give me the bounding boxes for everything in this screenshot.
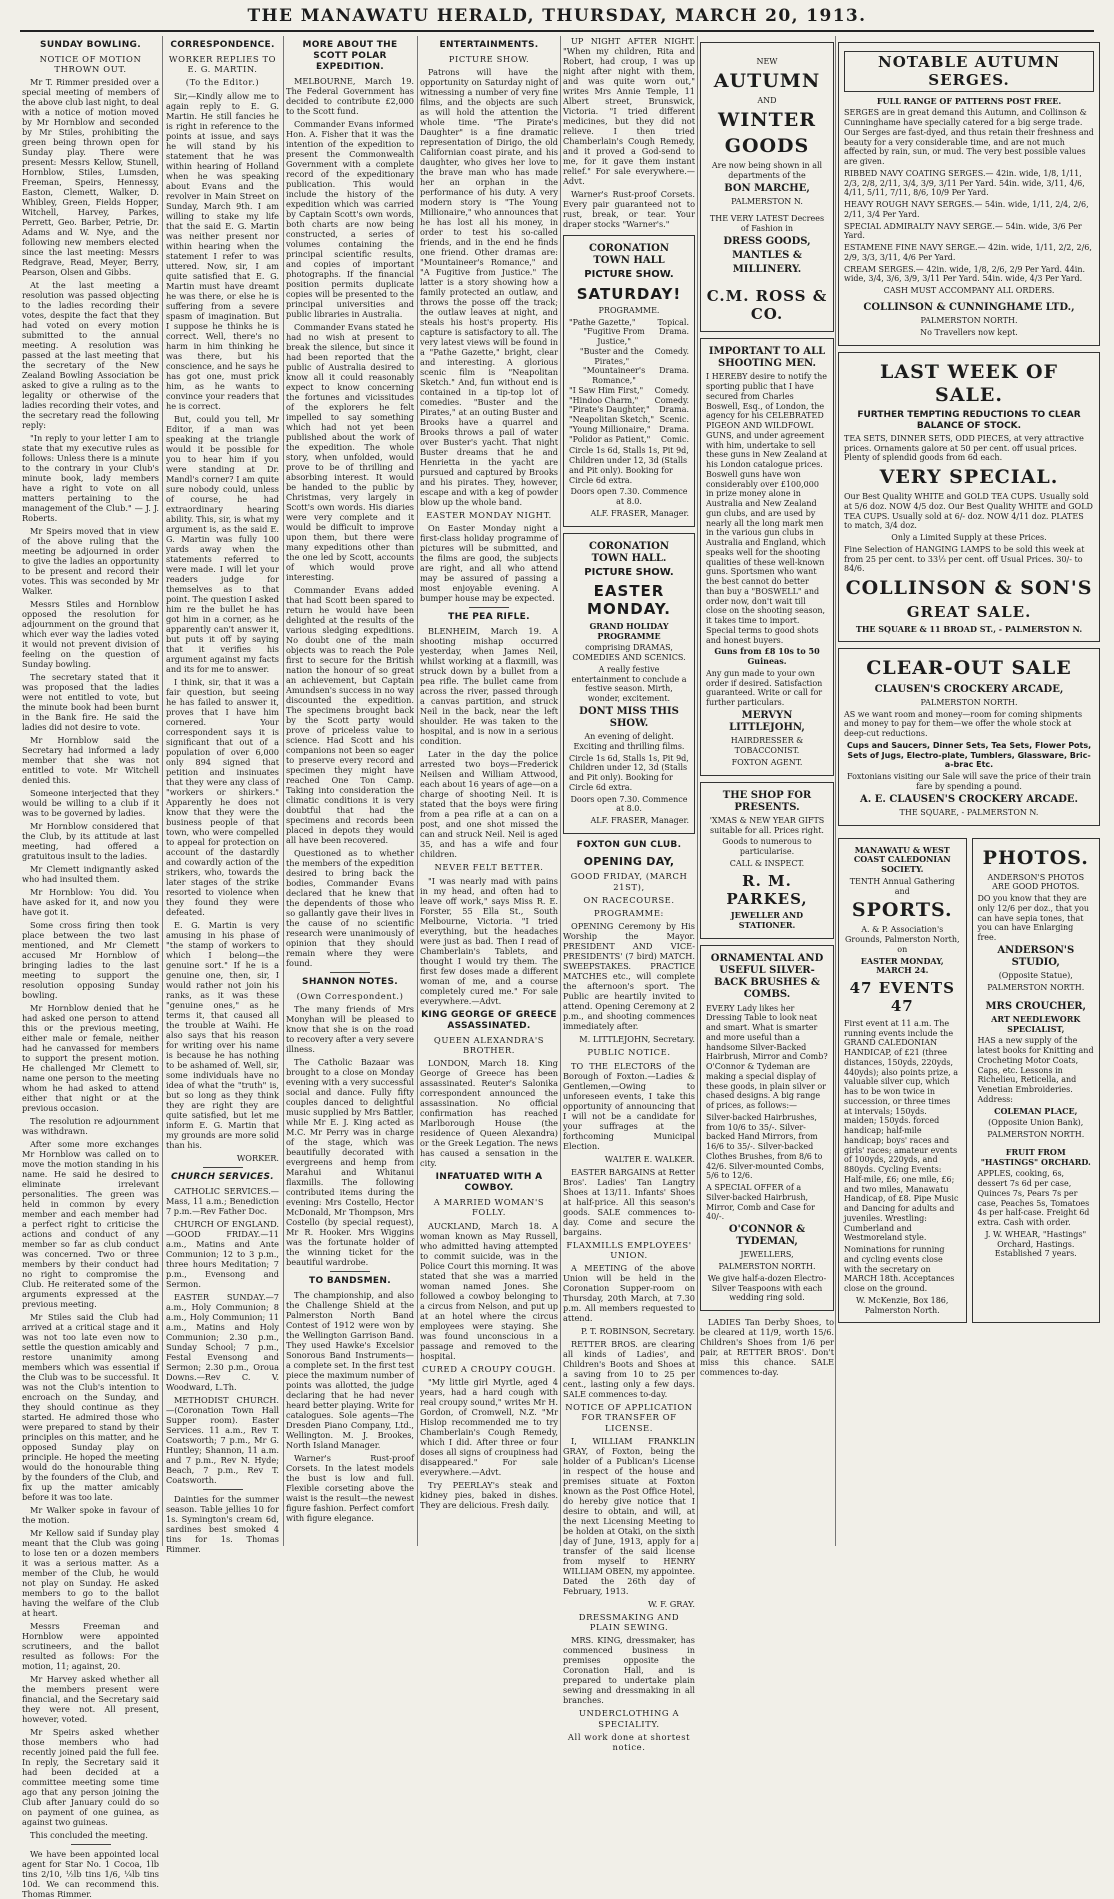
ad-price-list: SPECIAL ADMIRALTY NAVY SERGE.— 54in. wide, 3/6 Per Yard.	[844, 221, 1082, 241]
paragraph: EASTER BARGAINS at Retter Bros'. Ladies' Tan Langtry Shoes at 13/11. Infants' Shoes at half-price. All this season's goods. SALE commences to-day. Come and secure the bargains.	[563, 1166, 695, 1237]
paragraph: Commander Evans stated he had no wish at present to break the silence, but since it had been reported that the public of Australia desired to know all it could reasonably expect to know concerning the fortunes and vicissitudes of the explorers he felt impelled to say something which had not yet been published about the work of the expedition. The whole story, when unfolded, would prove to be of thrilling and absorbing interest. It would be handed to the public by Christmas, very largely in Scott's own words. His diaries were very complete and it would be difficult to improve upon them, but there were many expeditions other than the one led by Scott, accounts of which would prove interesting.	[286, 321, 414, 582]
programme-item	[569, 327, 689, 347]
paragraph: I, WILLIAM FRANKLIN GRAY, of Foxton, being the holder of a Publican's License in respect of the house and premises situate at Foxton known as the Post Office Hotel, do hereby give notice that I desire to obtain, and will, at the next Licensing Meeting to be holden at Otaki, on the sixth day of June, 1913, apply for a transfer of the said license from myself to HENRY WILLIAM OBEN, my appointee. Dated the 26th day of February, 1913.	[563, 1435, 695, 1596]
article-subheading: PICTURE SHOW.	[448, 53, 530, 64]
paragraph: Someone interjected that they would be willing to a club if it was to be governed by ladies.	[22, 788, 159, 819]
ad-advertiser: COLLINSON & CUNNINGHAME LTD.,	[863, 301, 1075, 313]
paragraph: The secretary stated that it was proposed that the ladies were not entitled to vote, but the minute book had been burnt in the Bank fire. He said the ladies did not desire to vote.	[22, 672, 159, 733]
ad-text: A really festive entertainment to conclude a festive season. Mirth, wonder, excitement.	[571, 664, 687, 704]
programme-title: "Hindoo Charm,"	[569, 395, 639, 405]
programme-kind: Drama.	[659, 327, 689, 337]
ad-text: J. W. WHEAR, "Hastings" Orchard, Hastings. Established 7 years.	[985, 1229, 1087, 1259]
paragraph: LADIES Tan Derby Shoes, to be cleared at 11/9, worth 15/6. Children's Shoes from 1/6 per pair, at RETTER BROS'. Don't miss this chance. SALE commences to-day.	[700, 1317, 834, 1378]
ad-text: Cups and Saucers, Dinner Sets, Tea Sets, Flower Pots, Sets of Jugs, Electro-plate, Tumblers, Glassware, Bric-a-brac Etc.	[846, 740, 1092, 770]
article-subheading: EASTER MONDAY NIGHT.	[426, 510, 552, 521]
paragraph: LONDON, March 18. King George of Greece has been assassinated. Reuter's Salonika correspondent announced the assassination. No official confirmation has reached Marlborough House (the residence of Queen Alexandra) or the Greek Legation. The news has caused a sensation in the city.	[420, 1058, 558, 1169]
programme-item	[569, 415, 689, 425]
paragraph: Mr Kellow said if Sunday play meant that the Club was going to lose ten or a dozen members it was a serious matter. As a member of the Club, he would not play on Sunday. He asked members to go to the ballot having the welfare of the Club at heart.	[22, 1528, 159, 1619]
article-subheading: QUEEN ALEXANDRA'S BROTHER.	[433, 1034, 545, 1055]
paragraph: "In reply to your letter I am to state that my executive rules as follows: Unless there is a minute to the contrary in your Club's minute book, lady members have a right to vote on all matters pertaining to the management of the Club." — J. J. Roberts.	[22, 433, 159, 524]
ad-text: A SPECIAL OFFER of a Silver-backed Hairbrush, Mirror, Comb and Case for 40/-.	[706, 1183, 815, 1222]
programme-kind: Comedy.	[654, 346, 689, 356]
paragraph: This concluded the meeting.	[30, 1830, 148, 1841]
article-subheading: WORKER REPLIES TO E. G. MARTIN.	[168, 53, 277, 75]
ad-advertiser: R. M. PARKES,	[726, 871, 808, 909]
programme-title: "Polidor as Patient,"	[569, 434, 651, 444]
paragraph: Sir,—Kindly allow me to again reply to E. G. Martin. He still fancies he is right in reference to the points at issue, and says he will stand by his statement that he was within hearing of Holland when he was speaking about Evans and the revolver in Main Street on Sunday, March 9th. I am willing to stake my life that the said E. G. Martin was neither present nor within hearing when the statement I refer to was uttered. Now, sir, I am quite satisfied that E. G. Martin must have dreamt he was there, or else he is suffering from a severe spasm of imagination. But I suppose he thinks he is correct. Well, there's no harm in him thinking he was there, but his conscience, and he says he has got one, must prick him, as he wants to convince your readers that he is correct.	[166, 90, 279, 411]
programme-item	[569, 425, 689, 435]
programme-kind: Topical.	[657, 317, 689, 327]
paragraph: RETTER BROS. are clearing all kinds of Ladies', and Children's Boots and Shoes at a saving from 10 to 25 per cent., lasting only a few days. SALE commences to-day.	[563, 1339, 695, 1400]
ad-text: HAS a new supply of the latest books for Knitting and Crocheting Motor Coats, Caps, etc. Lessons in Richelieu, Reticella, and Venetian Embroideries. Address:	[977, 1036, 1094, 1104]
paragraph: The many friends of Mrs Monyhan will be pleased to know that she is on the road to recovery after a very severe illness.	[286, 1004, 414, 1055]
ad-headline: VERY SPECIAL.	[879, 466, 1059, 489]
ad-headline: NOTABLE AUTUMN SERGES.	[844, 51, 1094, 92]
ad-notable-serges	[838, 42, 1100, 346]
programme-list	[569, 318, 689, 445]
paragraph: We have been appointed local agent for Star No. 1 Cocoa, 1lb tins 2/10, ½lb tins 1/6, ¼lb tins 10d. We can recommend this. Thomas Rimmer.	[22, 1849, 159, 1899]
ad-silver-brushes	[700, 945, 834, 1311]
paragraph: "I was nearly mad with pains in my head, and often had to leave off work," says Miss R. E. Forster, 55 Ella St., South Melbourne, Victoria. "I tried everything, but the headaches were just as bad. Then I read of Chamberlain's Tablets, and thought I would try them. The first few doses made a different woman of me, and a course completely cured me." For sale everywhere.—Advt.	[420, 875, 558, 1006]
ad-text: EVERY Lady likes her Dressing Table to look neat and smart. What is smarter and more useful than a handsome Silver-Backed Hairbrush, Mirror and Comb? O'Connor & Tydeman are making a special display of these goods, in plain silver or chased designs. A big range of prices, as follows:—	[706, 1003, 828, 1111]
ad-text: BON MARCHE,	[724, 182, 810, 194]
article-heading: THE PEA RIFLE.	[448, 612, 530, 623]
ad-text: SERGES are in great demand this Autumn, and Collinson & Cunninghame have specially catered for a big serge trade. Our Serges are fast-dyed, and thus retain their freshness and beauty for a very considerable time, and are not much affected by rain, sun, or mud. The very best possible values are given.	[844, 108, 1094, 167]
programme-item	[569, 386, 689, 396]
column-rule	[283, 36, 284, 1546]
programme-kind: Drama.	[659, 366, 689, 376]
ad-prices: Circle 1s 6d, Stalls 1s, Pit 9d, Children under 12, 3d (Stalls and Pit only). Booking for Circle 6d extra.	[569, 446, 689, 485]
paragraph: Some cross firing then took place between the two last mentioned, and Mr Clemett accused Mr Hornblow of bringing ladies to the last meeting to support the resolution opposing Sunday bowling.	[22, 920, 159, 1001]
ad-text: PALMERSTON NORTH.	[718, 1262, 816, 1272]
ad-advertiser: MERVYN LITTLEJOHN,	[729, 709, 805, 734]
ad-text: Are now being shown in all departments of the	[711, 161, 823, 180]
paragraph: METHODIST CHURCH.—(Coronation Town Hall Supper room). Easter Services. 11 a.m., Rev T. Coatsworth; 7 p.m., Mr G. Huntley; Shannon, 11 a.m. and 7 p.m., Rev N. Hyde; Beach, 7 p.m., Rev T. Coatsworth.	[166, 1394, 279, 1485]
programme-title: "Fugitive From Justice,"	[583, 327, 645, 347]
paragraph: E. G. Martin is very amusing in his phase of "the stamp of workers to which I belong—the genuine sort." If he is a genuine one, then, sir, I would rather not join his ranks, as it was these "genuine ones," as he terms it, that caused all the trouble at Waihi. He also says that his reason for writing over his name is because he has nothing to be ashamed of. Well, sir, some individuals have no idea of what the "truth" is, but so long as they think they are right they are quite satisfied, but let me inform E. G. Martin that my grounds are more solid than his.	[166, 919, 279, 1150]
column-3	[286, 36, 414, 1546]
programme-item	[569, 318, 689, 328]
notice-place: ON RACECOURSE.	[583, 894, 675, 905]
programme-title: "I Saw Him First,"	[569, 385, 644, 395]
paragraph: Commander Evans informed Hon. A. Fisher that it was the intention of the expedition to present the Commonwealth Government with a complete record of the expeditionary publication. This would include the history of the expedition which was carried by Captain Scott's own words, both charts are now being constructed, a series of volumes containing the principal scientific results, and copies of important photographs. If the financial position permits duplicate copies will be presented to the principal universities and public libraries in Australia.	[286, 118, 414, 319]
programme-item	[569, 405, 689, 415]
signature: WORKER.	[236, 1152, 279, 1163]
ad-heading: PICTURE SHOW.	[584, 269, 674, 281]
programme-kind: Drama.	[659, 405, 689, 415]
paragraph: MRS. KING, dressmaker, has commenced business in premises opposite the Coronation Hall, and is prepared to undertake plain sewing and dressmaking in all branches.	[563, 1635, 695, 1706]
programme-title: "Buster and the Pirates,"	[579, 346, 644, 366]
paragraph: Mr Hornblow said the Secretary had informed a lady member that she was not entitled to vote. Mr Witchell denied this.	[22, 735, 159, 786]
ad-text: PALMERSTON N.	[731, 196, 803, 206]
column-2	[166, 36, 279, 1554]
ad-text: TENTH Annual Gathering and	[849, 876, 955, 896]
article-heading: CORRESPONDENCE.	[170, 40, 275, 50]
ad-price-list: HEAVY ROUGH NAVY SERGES.— 54in. wide, 1/11, 2/4, 2/6, 2/11, 3/4 Per Yard.	[844, 200, 1089, 219]
article-heading: INFATUATED WITH A COWBOY.	[435, 1172, 543, 1194]
ad-advertiser: ANDERSON'S STUDIO,	[997, 944, 1075, 969]
ad-programme-label: PROGRAMME.	[598, 305, 660, 315]
ad-text: 'XMAS & NEW YEAR GIFTS suitable for all. Prices right.	[709, 815, 825, 835]
ad-headline: COLLINSON & SON'S	[845, 577, 1093, 600]
paragraph: At the last meeting a resolution was passed objecting to the ladies recording their votes, despite the fact that they had voted on every motion submitted to the annual meeting. A resolution was passed at the last meeting that the secretary of the New Zealand Bowling Association be asked to give a ruling as to the legality or otherwise of the ladies recording their votes, and the secretary read the following reply:	[22, 280, 159, 431]
ad-text: COLEMAN PLACE,	[994, 1105, 1078, 1116]
ad-text: AS we want room and money—room for coming shipments and money to pay for them—we offer the whole stock at deep-cut reductions.	[844, 709, 1083, 739]
ad-day: EASTER MONDAY.	[587, 582, 671, 619]
column-rule	[417, 36, 418, 1546]
ad-text: (Opposite Statue),	[998, 971, 1073, 981]
ad-signature: ALF. FRASER, Manager.	[590, 508, 689, 518]
paragraph: MELBOURNE, March 19. The Federal Government has decided to contribute £2,000 to the Scott fund.	[286, 75, 414, 116]
ad-text: EASTER MONDAY, MARCH 24.	[860, 955, 944, 976]
paragraph: The Catholic Bazaar was brought to a close on Monday evening with a very successful social and dance. Fully fifty couples danced to delightful music supplied by Mrs Battler, while Mr E. J. King acted as M.C. Mr Perry was in charge of the stage, which was beautifully decorated with evergreens and hemp from Marahui and Whitanui flaxmills. The following contributed items during the evening: Mrs Costello, Hector McDonald, Mr Thompson, Mrs Costello (by special request), Mr R. Hooker. Mrs Wiggins was the fortunate holder of the winning ticket for the beautiful wardrobe.	[286, 1057, 414, 1268]
paragraph: Mr Speirs asked whether those members who had recently joined paid the full fee. In reply, the Secretary said it had been decided at a committee meeting some time ago that any person joining the Club after January could do so on payment of one guinea, as against two guineas.	[22, 1727, 159, 1828]
paragraph: Questioned as to whether the members of the expedition desired to bring back the bodies, Commander Evans declared that he knew that the dependents of those who so gallantly gave their lives in the cause of no scientific research were unanimously of opinion that they should remain where they were found.	[286, 847, 414, 968]
ad-headline: WINTER	[717, 108, 816, 131]
ad-heading: IMPORTANT TO ALL SHOOTING MEN.	[708, 346, 826, 370]
column-rule	[162, 36, 163, 1546]
paragraph: Mr Hornblow considered that the Club, by its attitude at last meeting, had offered a gratuitous insult to the ladies.	[22, 821, 159, 862]
article-heading: CHURCH SERVICES.	[171, 1171, 274, 1182]
ad-headline: CLEAR-OUT SALE	[866, 657, 1072, 680]
notice-heading: PUBLIC NOTICE.	[587, 1047, 671, 1058]
ad-text: I HEREBY desire to notify the sporting public that I have secured from Charles Boswell, Esq., of London, the agency for his CELEBRATED PIGEON AND WILDFOWL GUNS, and under agreement with him, undertake to sell these guns in New Zealand at his London catalogue prices. Boswell guns have won considerably over £100,000 in prize money alone in Australia and New Zealand gun clubs, and are used by nearly all the long mark men in the various gun clubs in Australia and England, which speaks well for the shooting qualities of these well-known guns. Sportsmen who want the best cannot do better than buy a "BOSWELL" and order now, don't wait till close on the shooting season, it takes time to import. Special terms to good shots and honest buyers.	[706, 372, 828, 645]
signature: W. F. GRAY.	[647, 1598, 695, 1609]
ad-price-list: RIBBED NAVY COATING SERGES.— 42in. wide, 1/8, 1/11, 2/3, 2/8, 2/11, 3/4, 3/9, 3/11 Per Yard. 54in. wide, 3/11, 4/6, 4/11, 5/11, 7/11, 8/6, 10/9 Per Yard.	[844, 168, 1085, 198]
programme-title: "Neapolitan Sketch,"	[569, 415, 655, 425]
ad-text: THE VERY LATEST Decrees of Fashion in	[709, 214, 825, 234]
programme-kind: Comedy.	[654, 385, 689, 395]
article-subheading: NOTICE OF MOTION THROWN OUT.	[39, 53, 142, 75]
ad-text: THE SQUARE & 11 BROAD ST., - PALMERSTON N.	[855, 623, 1083, 634]
ad-headline: GOODS	[724, 134, 810, 157]
ad-text: PALMERSTON NORTH.	[987, 983, 1085, 993]
ad-advertiser: O'CONNOR & TYDEMAN,	[728, 1224, 806, 1248]
ad-text: No Travellers now kept.	[920, 327, 1018, 337]
ad-text: An evening of delight. Exciting and thrilling films.	[573, 732, 685, 751]
signature: P. T. ROBINSON, Secretary.	[581, 1326, 695, 1337]
paragraph: A MEETING of the above Union will be held in the Coronation Supper-room on Thursday, 20th March, at 7.30 p.m. All members requested to attend.	[563, 1263, 695, 1324]
programme-item	[569, 366, 689, 386]
column-1	[22, 36, 159, 1899]
ad-title: CORONATION TOWN HALL.	[588, 540, 669, 564]
divider	[71, 1844, 111, 1845]
column-7	[838, 36, 1100, 1546]
notice-heading: FLAXMILLS EMPLOYEES' UNION.	[566, 1239, 692, 1260]
ad-text: DRESS GOODS,	[723, 235, 811, 247]
paragraph: I think, sir, that it was a fair question, but seeing he has failed to answer it, proves that I have him cornered. Your correspondent says it is significant that out of a population of over 6,000 only 894 signed that petition and insinuates that they were any class of "workers or shirkers." Apparently he does not know that they were the business people of that town, who were compelled to appeal for protection on account of the dastardly and cowardly action of the strikers, who, towards the later stages of the strike resorted to violence when they found they were defeated.	[166, 676, 279, 917]
ad-text: NEW	[756, 57, 778, 66]
paragraph: Dainties for the summer season. Table jellies 10 for 1s. Symington's cream 6d, sardines best smoked 4 tins for 1s. Thomas Rimmer.	[166, 1493, 279, 1554]
article-heading: KING GEORGE OF GREECE ASSASSINATED.	[421, 1009, 557, 1031]
ad-text: TEA SETS, DINNER SETS, ODD PIECES, at very attractive prices. Ornaments galore at 50 per cent. off usual prices. Plenty of splendid goods from 6d each.	[844, 433, 1084, 463]
paragraph: Later in the day the police arrested two boys—Frederick Neilsen and William Attwood, each about 16 years of age—on a charge of shooting Neil. It is stated that the boys were firing from a pea rifle at a can on a post, and one shot missed the can and struck Neil. Neil is aged 35, and has a wife and four children.	[420, 749, 558, 860]
paragraph: Commander Evans added that had Scott been spared to return he would have been delighted at the results of the various sledging expeditions. No doubt one of the main objects was to reach the Pole first to secure for the British nation the honour of so great an achievement, but Captain Amundsen's success in no way discounted the expedition. The specimens brought back by the Scott party would prove of priceless value to science. Had Scott and his companions not been so eager to preserve every record and specimen they might have reached One Ton Camp. Taking into consideration the climatic conditions it is very doubtful that had the specimens and records been placed in depots they would all have been recovered.	[286, 584, 414, 845]
ad-text: Nominations for running and cycling events close with the secretary on MARCH 18th. Acceptances close on the ground.	[844, 1245, 955, 1294]
paragraph: TO THE ELECTORS of the Borough of Foxton.—Ladies & Gentlemen,—Owing to unforeseen events, I take this opportunity of announcing that I will not be a candidate for your suffrages at the forthcoming Municipal Election.	[563, 1060, 695, 1151]
paragraph: The championship, and also the Challenge Shield at the Palmerston North Band Contest of 1912 were won by the Wellington Garrison Band. They used Hawke's Excelsior Sonorous Band Instruments—a complete set. In the first test piece the maximum number of points was allotted, the judge declaring that he had never heard better playing. Write for catalogues. Sole agents—The Dresden Piano Company, Ltd., Wellington. M. J. Brookes, North Island Manager.	[286, 1290, 414, 1451]
notice-text: All work done at shortest notice.	[567, 1731, 691, 1753]
signature: WALTER E. WALKER.	[604, 1153, 695, 1164]
paragraph: "My little girl Myrtle, aged 4 years, had a hard cough with real croupy sound," writes Mr H. Gordon, of Cromwell, N.Z. "Mr Hislop recommended me to try Chamberlain's Cough Remedy, which I did. After three or four doses all signs of croupiness had disappeared." For sale everywhere.—Advt.	[420, 1376, 558, 1477]
ad-picture-show-easter	[563, 533, 695, 834]
ad-text: CLAUSEN'S CROCKERY ARCADE,	[874, 683, 1064, 695]
paragraph: EASTER SUNDAY.—7 a.m., Holy Communion; 8 a.m., Holy Communion; 11 a.m., Matins and Holy Communion; 2.30 p.m., Sunday School; 7 p.m., Festal Evensong and Sermon; 2.30 p.m., Oroua Downs.—Rev C. V. Woodward, L.Th.	[166, 1291, 279, 1392]
ad-text: PALMERSTON NORTH.	[920, 697, 1018, 707]
ad-advertiser: A. E. CLAUSEN'S CROCKERY ARCADE.	[860, 793, 1078, 805]
ad-text: PALMERSTON NORTH.	[987, 1130, 1085, 1140]
paragraph: BLENHEIM, March 19. A shooting mishap occurred yesterday, when James Neil, whilst working at a flaxmill, was struck down by a bullet from a pea rifle. The bullet came from across the river, passed through a canvas partition, and struck Neil in the back, near the left shoulder. He was taken to the hospital, and is now in a serious condition.	[420, 626, 558, 747]
paragraph: On Easter Monday night a first-class holiday programme of pictures will be submitted, and the films are good, the subjects are right, and all who attend may be assured of passing a most enjoyable evening. A bumper house may be expected.	[420, 523, 558, 604]
ad-text: DONT MISS THIS SHOW.	[579, 705, 679, 729]
ad-doors: Doors open 7.30. Commence at 8.0.	[570, 794, 688, 814]
ad-headline: SPORTS.	[851, 899, 953, 922]
ad-text: JEWELLERS,	[740, 1250, 794, 1260]
programme-kind: Comic.	[660, 434, 689, 444]
ad-text: MANAWATU & WEST COAST CALEDONIAN SOCIETY.	[853, 844, 951, 874]
masthead-rule	[20, 30, 1094, 32]
ad-text: AND	[757, 95, 777, 105]
notice-heading: OPENING DAY,	[583, 854, 675, 868]
programme-item	[569, 396, 689, 406]
paragraph: Patrons will have the opportunity on Saturday night of witnessing a number of very fine films, and the objects are such as will hold the attention the whole time. "The Pirate's Daughter" is a fine dramatic representation of Dirigo, the old Californian coast pirate, and his daughter, who gives her love to the brave man who has made her an orphan in the performance of his duty. A very modern story is "The Young Millionaire," who announces that he has lost all his money, in order to test his so-called friends, and in the end he finds one friend. Other dramas are: "Mountaineer's Romance," and "A Fugitive from Justice." The latter is a story showing how a family protected an outlaw, and throws the posse off the track; the outlaw leaves at night, and steals his host's property. His capture is satisfactory to all. The very latest views will be found in a "Pathe Gazette," bright, clear and interesting. A glorious scenic film is "Neapolitan Sketch." And, fun without end is contained in a tip-top lot of comedies. "Buster and the Pirates," at an outing Buster and Brooks have a quarrel and Brooks throws a pail of water over Buster's yacht. That night Buster dreams that he and Henrietta in the yacht are pursued and captured by Brooks and his pirates. They, however, escape and with a keg of powder blow up the whole band.	[420, 67, 558, 508]
ad-text: HAIRDRESSER & TOBACCONIST.	[730, 736, 804, 756]
paragraph: Warner's Rust-proof Corsets. In the latest models the bust is low and full. Flexible corseting above the waist is the result—the newest figure fashion. Perfect comfort with figure elegance.	[286, 1453, 414, 1524]
ad-advertiser: C.M. ROSS & CO.	[706, 286, 828, 323]
ad-price-list: CREAM SERGES.— 42in. wide, 1/8, 2/6, 2/9 Per Yard. 44in. wide, 3/4, 3/6, 3/9, 3/11 Per Yard. 54in. wide, 4/3 Per Yard.	[844, 264, 1086, 284]
ad-text: MILLINERY.	[732, 264, 802, 276]
ad-text: MANTLES &	[732, 250, 802, 262]
article-heading: TO BANDSMEN.	[309, 1276, 391, 1287]
programme-kind: Comedy.	[654, 395, 689, 405]
notice-heading: NOTICE OF APPLICATION FOR TRANSFER OF LICENSE.	[565, 1402, 693, 1433]
notice-heading: UNDERCLOTHING A SPECIALITY.	[578, 1708, 680, 1729]
masthead: THE MANAWATU HERALD, THURSDAY, MARCH 20, 1913.	[247, 6, 867, 26]
column-rule	[835, 36, 836, 1546]
programme-title: "Mountaineer's Romance,"	[582, 366, 646, 386]
ad-text: We give half-a-dozen Electro-Silver Teaspoons with each wedding ring sold.	[707, 1273, 827, 1303]
ad-text: ART NEEDLEWORK SPECIALIST,	[991, 1013, 1081, 1034]
programme-kind: Scenic.	[659, 415, 689, 425]
paragraph: Mr Speirs moved that in view of the above ruling that the meeting be adjourned in order to give the ladies an opportunity to be present and record their votes. This was seconded by Mr Walker.	[22, 526, 159, 597]
paragraph: Mr T. Rimmer presided over a special meeting of members of the above club last night, to deal with a notice of motion moved by Mr Hornblow and seconded by Mr Stiles, prohibiting the green being thrown open for Sunday play. There were present: Messrs Kellow, Stunell, Hornblow, Stiles, Lumsden, Freeman, Speirs, Hennessy, Easton, Clemett, Walker, D. Whibley, Green, Fields Hopper, Witchell, Harvey, Parkes, Perrett, Geo. Barber, Petrie, Dr. Adams and W. Nye, and the following new members elected since the last meeting: Messrs Redgrave, Read, Meyer, Berry, Pearson, Olsen and Gibbs.	[22, 77, 159, 278]
ad-price: Guns from £8 10s to 50 Guineas.	[714, 646, 820, 667]
ad-prices: Circle 1s 6d, Stalls 1s, Pit 9d, Children under 12, 3d (Stalls and Pit only). Booking for Circle 6d extra.	[569, 753, 689, 792]
article-subheading: CURED A CROUPY COUGH.	[421, 1363, 557, 1374]
paragraph: Mr Hornblow denied that he had asked one person to attend this or the previous meeting, either male or female, neither had he canvassed for members to support the present motion. He challenged Mr Clemett to name one person to the meeting whom he had asked to attend either that night or at the previous occasion.	[22, 1003, 159, 1114]
ad-text: Foxtonians visiting our Sale will save the price of their train fare by spending a pound.	[846, 772, 1092, 791]
ad-text: GRAND HOLIDAY PROGRAMME	[589, 620, 669, 641]
ad-headline: PHOTOS.	[982, 846, 1089, 869]
paragraph: Messrs Freeman and Hornblow were appointed scrutineers, and the ballot resulted as follows: For the motion, 11; against, 20.	[22, 1621, 159, 1672]
column-rule	[560, 36, 561, 1546]
column-6	[700, 36, 834, 1546]
ad-text: Only a Limited Supply at these Prices.	[891, 533, 1047, 543]
column-5	[563, 36, 695, 1753]
ad-clear-out-sale	[838, 648, 1100, 825]
article-heading: SUNDAY BOWLING.	[40, 40, 141, 50]
ad-text: FULL RANGE OF PATTERNS POST FREE.	[876, 95, 1062, 106]
ad-advertiser: MRS CROUCHER,	[985, 1000, 1087, 1012]
ad-doors: Doors open 7.30. Commence at 8.0.	[570, 487, 688, 507]
ad-text: APPLES, cooking, 6s, dessert 7s 6d per case, Quinces 7s, Pears 7s per case, Peaches 5s, Tomatoes 4s per half-case. Freight 6d extra. Cash with order.	[977, 1169, 1090, 1228]
ad-price-list: ESTAMENE FINE NAVY SERGE.— 42in. wide, 1/11, 2/2, 2/6, 2/9, 3/3, 3/11, 4/6 Per Yard.	[844, 243, 1092, 262]
article-subheading: NEVER FELT BETTER.	[434, 862, 544, 873]
divider	[330, 1271, 370, 1272]
ad-text: PALMERSTON NORTH.	[920, 316, 1018, 326]
signature: M. LITTLEJOHN, Secretary.	[579, 1034, 695, 1045]
ad-text: CASH MUST ACCOMPANY ALL ORDERS.	[883, 286, 1055, 296]
programme-title: "Pathe Gazette,"	[569, 317, 636, 327]
paragraph: CATHOLIC SERVICES.—Mass, 11 a.m.; Benediction 7 p.m.—Rev Father Doc.	[166, 1185, 279, 1216]
programme-title: "Pirate's Daughter,"	[569, 405, 650, 415]
ad-headline: AUTUMN	[713, 69, 821, 92]
paragraph: Mr Hornblow: You did. You have asked for it, and now you have got it.	[22, 887, 159, 918]
ad-text: First event at 11 a.m. The running events include the GRAND CALEDONIAN HANDICAP, of £21 (three distances, 150yds, 220yds, 440yds); also points prize, a valuable silver cup, which has to be won twice in succession, or three times at intervals; 150yds. maiden; 150yds. forced handicap; half-mile handicap; boys' races and girls' races; amateur events of 100yds, 220yds, and 880yds. Cycling Events: Half-mile, £6; one mile, £6; and two miles, Manawatu Handicap, of £8. Pipe Music and Dancing for adults and juveniles. Wrestling: Cumberland and Westmoreland style.	[844, 1018, 959, 1243]
ad-shooting-men	[700, 338, 834, 776]
ad-caledonian-sports	[838, 838, 967, 1324]
article-heading: ENTERTAINMENTS.	[439, 40, 539, 50]
ad-headline: GREAT SALE.	[906, 603, 1032, 622]
ad-text: Fine Selection of HANGING LAMPS to be sold this week at from 25 per cent. to 33⅓ per cent. off Usual Prices. 30/- to 84/6.	[844, 544, 1085, 574]
ad-title: CORONATION TOWN HALL	[588, 243, 669, 267]
article-subheading: (Own Correspondent.)	[296, 990, 404, 1001]
ad-text: DO you know that they are only 12/6 per doz., that you can have sepia tones, that you can have Enlarging free.	[977, 894, 1089, 943]
ad-day: SATURDAY!	[576, 284, 682, 303]
paragraph: After some more exchanges Mr Hornblow was called on to move the motion standing in his name. He said he desired to eliminate irrelevant personalities. The green was held in common by every member and each member had a perfect right to criticise the actions and conduct of any member so far as club conduct was concerned. Two or three members by their conduct had no right to compromise the Club. He reiterated some of the arguments expressed at the previous meeting.	[22, 1139, 159, 1310]
paragraph: Mr Walker spoke in favour of the motion.	[22, 1505, 159, 1526]
programme-title: "Young Millionaire,"	[569, 424, 651, 434]
notice-heading: FOXTON GUN CLUB.	[576, 839, 682, 850]
column-rule	[697, 36, 698, 1546]
paragraph: Warner's Rust-proof Corsets. Every pair guaranteed not to rust, break, or tear. Your draper stocks "Warner's."	[563, 189, 695, 229]
paragraph: Mr Stiles said the Club had arrived at a critical stage and it was not too late even now to settle the question amicably and restore unanimity among members which was essential if the Club was to be successful. It was not the Club's intention to encroach on the Sunday, and they should continue as they started. He admired those who were prepared to stand by their principles on this matter, and he opposed Sunday play on principle. He hoped the meeting would do the honourable thing by the founders of the Club, and fix up the matter amicably before it was too late.	[22, 1312, 159, 1503]
notice-date: GOOD FRIDAY, (MARCH 21ST),	[570, 871, 688, 892]
ad-headline: 47 EVENTS 47	[849, 979, 955, 1016]
paragraph: CHURCH OF ENGLAND.—GOOD FRIDAY.—11 a.m., Matins and Ante Communion; 12 to 3 p.m., three hours Meditation; 7 p.m., Evensong and Sermon.	[166, 1218, 279, 1289]
ad-signature: ALF. FRASER, Manager.	[590, 816, 689, 826]
divider	[330, 972, 370, 973]
paragraph: AUCKLAND, March 18. A woman known as May Russell, who admitted having attempted to commit suicide, was in the Police Court this morning. It was stated that she was a married woman named Jones. She followed a cowboy belonging to a circus from Nelson, and put up at an hotel where the circus employees were staying. She was found unconscious in a passage and removed to the hospital.	[420, 1220, 558, 1361]
paragraph: Mr Clemett indignantly asked who had insulted them.	[22, 864, 159, 885]
ad-text: W. McKenzie, Box 186, Palmerston North.	[856, 1295, 949, 1315]
article-subheading: A MARRIED WOMAN'S FOLLY.	[433, 1197, 545, 1218]
ad-text: JEWELLER AND STATIONER.	[730, 910, 804, 931]
ad-last-week-of-sale	[838, 352, 1100, 643]
paragraph: Messrs Stiles and Hornblow opposed the resolution for adjournment on the ground that which ever way the ladies voted it would not prevent division of feeling on the question of Sunday bowling.	[22, 599, 159, 670]
to-editor: (To the Editor.)	[185, 77, 260, 88]
ad-photos	[972, 838, 1101, 1324]
bottom-ads	[838, 832, 1100, 1330]
ad-heading: ORNAMENTAL AND USEFUL SILVER-BACK BRUSHES & COMBS.	[710, 952, 824, 1001]
ad-text: ANDERSON'S PHOTOS ARE GOOD PHOTOS.	[987, 872, 1085, 892]
ad-heading: FRUIT FROM "HASTINGS" ORCHARD.	[980, 1146, 1091, 1167]
paragraph: The resolution re adjournment was withdrawn.	[22, 1116, 159, 1137]
ad-text: comprising DRAMAS, COMEDIES AND SCENICS.	[572, 643, 686, 663]
ad-heading: PICTURE SHOW.	[584, 566, 674, 578]
ad-text: Goods to numerous to particularise.	[722, 837, 812, 857]
ad-headline: LAST WEEK OF SALE.	[879, 360, 1059, 406]
ad-shop-for-presents	[700, 782, 834, 939]
notice-heading: DRESSMAKING AND PLAIN SEWING.	[578, 1611, 680, 1633]
ad-text: Our Best Quality WHITE and GOLD TEA CUPS. Usually sold at 5/6 doz. NOW 4/5 doz. Our Best Quality WHITE and GOLD TEA CUPS. Usually sold at 6/- doz. NOW 4/11 doz. PLATES to match, 3/4 doz.	[844, 492, 1093, 531]
ad-heading: THE SHOP FOR PRESENTS.	[722, 789, 812, 813]
ad-text: FOXTON AGENT.	[731, 757, 803, 767]
paragraph: UP NIGHT AFTER NIGHT. "When my children, Rita and Robert, had croup, I was up night after night with them, and was quite worn out," writes Mrs Annie Temple, 11 Albert street, Brunswick, Victoria. "I tried different medicines, but they did not relieve. I then tried Chamberlain's Cough Remedy, and it proved a God-send to me, for it gave them instant relief." For sale everywhere.—Advt.	[563, 36, 695, 186]
paragraph: Mr Harvey asked whether all the members present were financial, and the Secretary said they were not. All present, however, voted.	[22, 1674, 159, 1725]
ad-text: (Opposite Union Bank),	[988, 1118, 1084, 1128]
divider	[203, 1167, 243, 1168]
programme-kind: Drama.	[659, 424, 689, 434]
ad-text: Silver-backed Hairbrushes, from 10/6 to 35/-. Silver-backed Hand Mirrors, from 16/6 to 35/-. Silver-backed Clothes Brushes, from 8/6 to 42/6. Silver-mounted Combs, 5/6 to 12/6.	[706, 1112, 825, 1181]
paragraph: OPENING Ceremony by His Worship the Mayor. PRESIDENT AND VICE-PRESIDENTS' (7 bird) MATCH. SWEEPSTAKES. PRACTICE MATCHES etc., will complete the afternoon's sport. The Public are heartily invited to attend. Opening Ceremony at 2 p.m., and shooting commences immediately after.	[563, 921, 695, 1032]
programme-item	[569, 435, 689, 445]
ad-text: THE SQUARE, - PALMERSTON N.	[899, 807, 1039, 817]
divider	[469, 607, 509, 608]
article-heading: MORE ABOUT THE SCOTT POLAR EXPEDITION.	[302, 40, 398, 72]
ad-text: A. & P. Association's Grounds, Palmerston North, on	[844, 925, 960, 954]
column-4	[420, 36, 558, 1546]
paragraph: But, could you tell, Mr Editor, if a man was speaking at the triangle would it be possible for you to hear him if you were standing at Dr. Mandl's corner? I am quite sure nobody could, unless of course, he had extraordinary hearing ability. This, sir, is what my argument is, as the said E. G. Martin was fully 100 yards away when the statements referred to were made. I will let your readers judge for themselves as to that point. The question I asked him re the bullet he has got him in a corner, as he apparently can't answer it, but puts it off by saying that it verifies his argument against my facts and its for me to answer.	[166, 413, 279, 674]
paragraph: Try PEERLAY's steak and kidney pies, baked in dishes. They are delicious. Fresh daily.	[420, 1479, 558, 1510]
ad-text: CALL & INSPECT.	[729, 858, 805, 868]
divider	[203, 1489, 243, 1490]
ad-text: FURTHER TEMPTING REDUCTIONS TO CLEAR BALANCE OF STOCK.	[857, 409, 1081, 431]
ad-bon-marche	[700, 42, 834, 332]
ad-picture-show-saturday	[563, 235, 695, 527]
programme-item	[569, 347, 689, 367]
notice-programme: PROGRAMME:	[594, 908, 664, 919]
article-heading: SHANNON NOTES.	[302, 976, 398, 987]
ad-text: Any gun made to your own order if desired. Satisfaction guaranteed. Write or call for further particulars.	[706, 668, 823, 708]
